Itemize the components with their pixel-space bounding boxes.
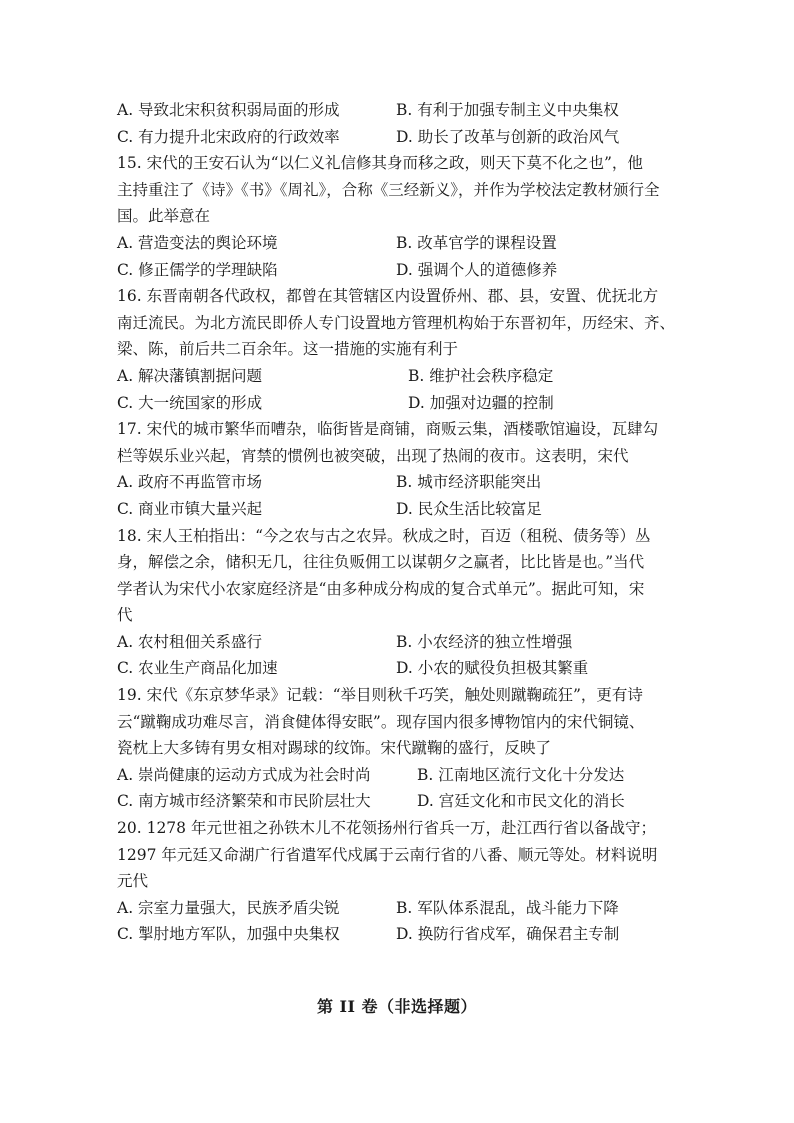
q15-options-row-2 — [117, 257, 677, 284]
exam-page-content — [117, 97, 677, 948]
q16-stem-line-2: 南迁流民。为北方流民即侨人专门设置地方管理机构始于东晋初年，历经宋、齐、 — [117, 313, 676, 332]
q19-option-c: C. 南方城市经济繁荣和市民阶层壮大 — [117, 792, 371, 811]
q17-options-row-1 — [117, 469, 677, 496]
q15-stem-line-2: 主持重注了《诗》《书》《周礼》，合称《三经新义》，并作为学校法定教材颁行全 — [117, 180, 660, 199]
q14-option-b: B. 有利于加强专制主义中央集权 — [396, 101, 619, 119]
q18-stem-line-1: 18. 宋人王柏指出：“今之农与古之农异。秋成之时，百迈（租税、债务等）丛 — [117, 526, 651, 545]
q19-stem-line-2: 云“蹴鞠成功难尽言，消食健体得安眠”。现存国内很多博物馆内的宋代铜镜、 — [117, 712, 645, 731]
q20-option-a: A. 宗室力量强大，民族矛盾尖锐 — [117, 898, 340, 917]
q17-option-b: B. 城市经济职能突出 — [396, 473, 542, 492]
q18-stem-line-4: 代 — [117, 606, 133, 625]
q15-stem-line-3: 国。此举意在 — [117, 207, 211, 226]
q20-option-b: B. 军队体系混乱，战斗能力下降 — [396, 898, 619, 917]
q17-stem-line-2: 栏等娱乐业兴起，宵禁的惯例也被突破，出现了热闹的夜市。这表明，宋代 — [117, 446, 629, 465]
q16-option-b: B. 维护社会秩序稳定 — [408, 366, 554, 385]
q18-stem-line-2: 身，解偿之余，储积无几，往往负贩佣工以谋朝夕之赢者，比比皆是也。”当代 — [117, 553, 645, 572]
q15-stem-line-1: 15. 宋代的王安石认为“以仁义礼信修其身而移之政，则天下莫不化之也”，他 — [117, 154, 643, 173]
q18-options-row-2 — [117, 655, 677, 682]
q20-options-row-2 — [117, 921, 677, 948]
q15-options-row-1 — [117, 230, 677, 257]
q15-option-b: B. 改革官学的课程设置 — [396, 233, 557, 252]
q16-option-d: D. 加强对边疆的控制 — [408, 393, 554, 412]
q19-option-b: B. 江南地区流行文化十分发达 — [417, 765, 625, 784]
q19-stem-line-3: 瓷枕上大多铸有男女相对踢球的纹饰。宋代蹴鞠的盛行，反映了 — [117, 739, 552, 758]
q14-options-row-2 — [117, 124, 677, 151]
q16-stem-line-1: 16. 东晋南朝各代政权，都曾在其管辖区内设置侨州、郡、县，安置、优抚北方 — [117, 287, 659, 306]
q18-options-row-1 — [117, 629, 677, 656]
q18-stem-line-3: 学者认为宋代小农家庭经济是“由多种成分构成的复合式单元”。据此可知，宋 — [117, 579, 645, 598]
q18-option-c: C. 农业生产商品化加速 — [117, 659, 278, 678]
q17-option-c: C. 商业市镇大量兴起 — [117, 499, 263, 518]
q20-option-d: D. 换防行省戍军，确保君主专制 — [396, 925, 620, 944]
q18-option-d: D. 小农的赋役负担极其繁重 — [396, 659, 589, 678]
q16-option-c: C. 大一统国家的形成 — [117, 393, 263, 412]
q14-option-a: A. 导致北宋积贫积弱局面的形成 — [117, 101, 340, 119]
q17-stem-line-1: 17. 宋代的城市繁华而嘈杂，临街皆是商铺，商贩云集，酒楼歌馆遍设，瓦肆勾 — [117, 420, 659, 439]
q20-stem-line-3: 元代 — [117, 872, 149, 891]
q18-option-b: B. 小农经济的独立性增强 — [396, 632, 573, 651]
q16-options-row-2 — [117, 390, 677, 417]
q19-options-row-2 — [117, 788, 677, 815]
q14-options-row-1 — [117, 97, 677, 124]
q17-option-d: D. 民众生活比较富足 — [396, 499, 542, 518]
q20-stem-line-1: 20. 1278 年元世祖之孙铁木儿不花领扬州行省兵一万，赴江西行省以备战守； — [117, 819, 656, 838]
q19-options-row-1 — [117, 762, 677, 789]
q14-option-d: D. 助长了改革与创新的政治风气 — [396, 127, 620, 146]
q16-option-a: A. 解决藩镇割据问题 — [117, 366, 263, 385]
q17-options-row-2 — [117, 496, 677, 523]
q20-option-c: C. 掣肘地方军队，加强中央集权 — [117, 925, 340, 944]
q19-option-a: A. 崇尚健康的运动方式成为社会时尚 — [117, 765, 371, 784]
q15-option-a: A. 营造变法的舆论环境 — [117, 233, 278, 252]
q20-stem-line-2: 1297 年元廷又命湖广行省遣军代戍属于云南行省的八番、顺元等处。材料说明 — [117, 845, 658, 864]
q14-option-c: C. 有力提升北宋政府的行政效率 — [117, 127, 340, 146]
q20-options-row-1 — [117, 895, 677, 922]
q15-option-c: C. 修正儒学的学理缺陷 — [117, 260, 278, 279]
q15-option-d: D. 强调个人的道德修养 — [396, 260, 558, 279]
q19-stem-line-1: 19. 宋代《东京梦华录》记载：“举目则秋千巧笑，触处则蹴鞠疏狂”，更有诗 — [117, 686, 643, 705]
q17-option-a: A. 政府不再监管市场 — [117, 473, 263, 492]
q18-option-a: A. 农村租佃关系盛行 — [117, 632, 263, 651]
q16-stem-line-3: 梁、陈，前后共二百余年。这一措施的实施有利于 — [117, 340, 459, 359]
q16-options-row-1 — [117, 363, 677, 390]
section-title: 第 II 卷（非选择题） — [316, 997, 478, 1016]
q19-option-d: D. 宫廷文化和市民文化的消长 — [417, 792, 625, 811]
